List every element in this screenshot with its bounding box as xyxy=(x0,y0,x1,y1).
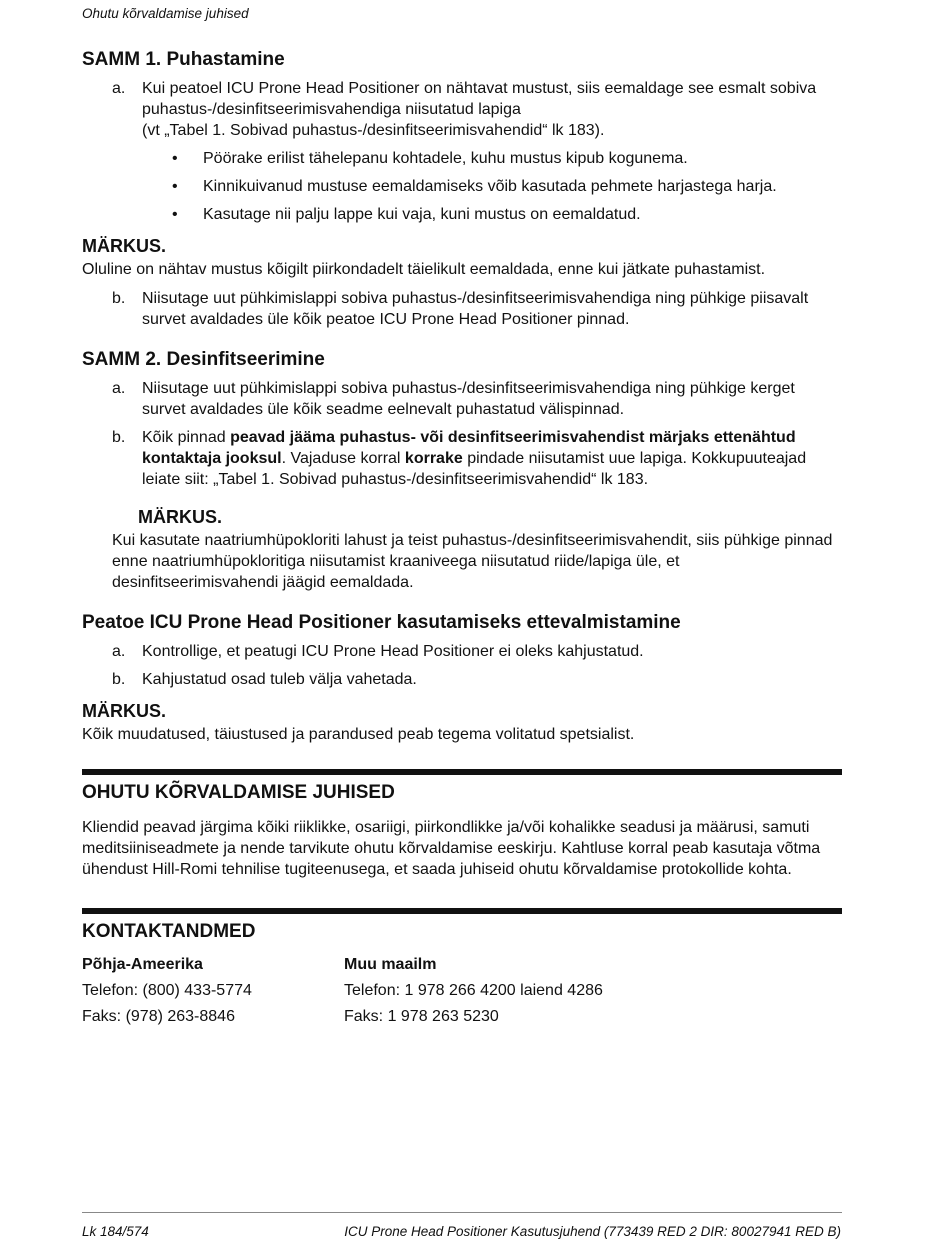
bullet-mark: • xyxy=(172,206,178,223)
contact-rest-of-world xyxy=(344,952,664,1030)
item-marker: b. xyxy=(112,290,126,307)
contact-phone: Telefon: 1 978 266 4200 laiend 4286 xyxy=(344,982,603,999)
item-text: Kontrollige, et peatugi ICU Prone Head Positioner ei oleks kahjustatud. xyxy=(142,643,644,660)
prep-title: Peatoe ICU Prone Head Positioner kasutamiseks ettevalmistamine xyxy=(82,612,681,633)
contact-region-title: Põhja-Ameerika xyxy=(82,956,203,973)
emphasis-text: peavad jääma puhastus- või desinfitseerimisvahendist märjaks ettenähtud kontaktaja jooksul xyxy=(142,429,796,467)
running-head: Ohutu kõrvaldamise juhised xyxy=(82,6,249,21)
bullet-item xyxy=(82,176,842,197)
section-divider xyxy=(82,908,842,914)
bullet-mark: • xyxy=(172,150,178,167)
item-text xyxy=(142,78,842,141)
item-marker: b. xyxy=(112,429,126,446)
step2-item-a xyxy=(82,378,842,420)
text-run: . Vajaduse korral xyxy=(281,450,405,467)
step1-a-text: Kui peatoel ICU Prone Head Positioner on nähtavat mustust, siis eemaldage see esmalt sobiva puhastus-/desinfitseerimisvahendiga niisutatud lapiga xyxy=(142,80,817,118)
disposal-title: OHUTU KÕRVALDAMISE JUHISED xyxy=(82,782,395,803)
contact-fax: Faks: 1 978 263 5230 xyxy=(344,1008,499,1025)
item-text xyxy=(142,427,842,490)
step1-item-b xyxy=(82,288,842,330)
contact-region-title: Muu maailm xyxy=(344,956,437,973)
section-divider xyxy=(82,769,842,775)
prep-note-title: MÄRKUS. xyxy=(82,701,166,721)
contacts-table xyxy=(82,952,842,1030)
item-marker: b. xyxy=(112,671,126,688)
step1-a-reference: (vt „Tabel 1. Sobivad puhastus-/desinfitseerimisvahendid“ lk 183). xyxy=(142,122,605,139)
bullet-text: Kasutage nii palju lappe kui vaja, kuni mustus on eemaldatud. xyxy=(203,206,641,223)
step2-note-title: MÄRKUS. xyxy=(138,507,222,527)
step1-bullet-list xyxy=(82,148,842,225)
prep-item-a xyxy=(82,641,842,662)
text-run: pindade niisutamist uue lapiga. Kokkupuuteajad leiate siit: „Tabel 1. Sobivad puhastus-/desinfitseerimisvahendid“ lk 183. xyxy=(142,450,807,488)
page-content xyxy=(82,48,842,1030)
contact-north-america xyxy=(82,952,344,1030)
bullet-item xyxy=(82,204,842,225)
contact-phone: Telefon: (800) 433-5774 xyxy=(82,982,252,999)
item-text: Kahjustatud osad tuleb välja vahetada. xyxy=(142,671,417,688)
disposal-text: Kliendid peavad järgima kõiki riiklikke, osariigi, piirkondlikke ja/või kohalikke seadusi ja määrusi, samuti meditsiiniseadmete ja nende tarvikute ohutu kõrvaldamise eeskirju. Kahtluse korral peab kasutaja võtma ühendust Hill-Romi tehnilise tugiteenusega, et saada juhiseid ohutu kõrvaldamise protokollide kohta. xyxy=(82,819,821,878)
prep-note-text: Kõik muudatused, täiustused ja parandused peab tegema volitatud spetsialist. xyxy=(82,726,635,743)
item-text: Niisutage uut pühkimislappi sobiva puhastus-/desinfitseerimisvahendiga ning pühkige piisavalt survet avaldades üle kõik peatoe ICU Prone Head Positioner pinnad. xyxy=(142,290,809,328)
step2-note xyxy=(112,506,842,593)
step2-note-text: Kui kasutate naatriumhüpokloriti lahust ja teist puhastus-/desinfitseerimisvahendit, siis pühkige pinnad enne naatriumhüpokloritiga niisutamist kraaniveega niisutatud riide/lapiga üle, et desinfitseerimisvahendi jäägid eemaldada. xyxy=(112,532,833,591)
item-text: Niisutage uut pühkimislappi sobiva puhastus-/desinfitseerimisvahendiga ning pühkige kerget survet avaldades üle kõik seadme eelnevalt puhastatud välispinnad. xyxy=(142,380,795,418)
step1-item-a xyxy=(82,78,842,141)
item-marker: a. xyxy=(112,80,126,97)
step1-note-title: MÄRKUS. xyxy=(82,236,166,256)
footer-divider xyxy=(82,1212,842,1213)
page-number: Lk 184/574 xyxy=(82,1224,149,1239)
text-run: Kõik pinnad xyxy=(142,429,231,446)
bullet-text: Pöörake erilist tähelepanu kohtadele, kuhu mustus kipub kogunema. xyxy=(203,150,688,167)
item-marker: a. xyxy=(112,380,126,397)
step2-title: SAMM 2. Desinfitseerimine xyxy=(82,349,325,370)
bullet-mark: • xyxy=(172,178,178,195)
prep-item-b xyxy=(82,669,842,690)
step2-item-b xyxy=(82,427,842,490)
step1-note-text: Oluline on nähtav mustus kõigilt piirkondadelt täielikult eemaldada, enne kui jätkate puhastamist. xyxy=(82,261,766,278)
item-marker: a. xyxy=(112,643,126,660)
contact-fax: Faks: (978) 263-8846 xyxy=(82,1008,235,1025)
document-reference: ICU Prone Head Positioner Kasutusjuhend (773439 RED 2 DIR: 80027941 RED B) xyxy=(344,1224,841,1239)
bullet-text: Kinnikuivanud mustuse eemaldamiseks võib kasutada pehmete harjastega harja. xyxy=(203,178,777,195)
step1-title: SAMM 1. Puhastamine xyxy=(82,49,285,70)
contacts-title: KONTAKTANDMED xyxy=(82,921,256,942)
bullet-item xyxy=(82,148,842,169)
emphasis-text: korrake xyxy=(404,450,463,467)
